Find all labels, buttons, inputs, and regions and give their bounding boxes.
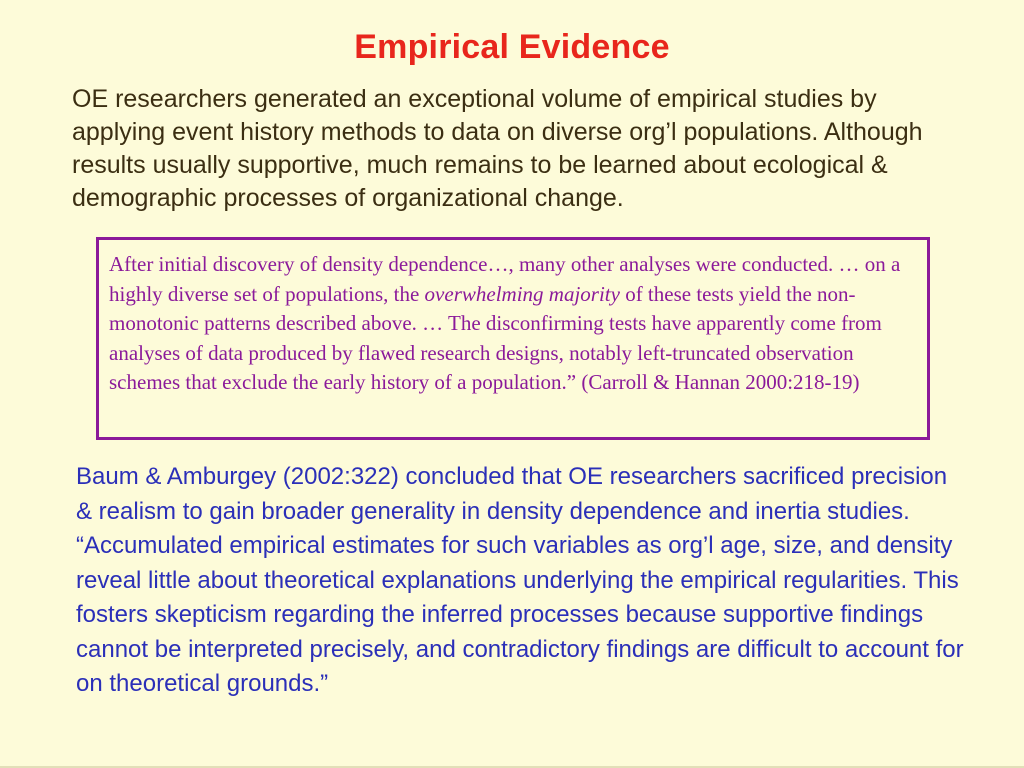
slide-title: Empirical Evidence [354, 28, 670, 66]
quote-text-after-italic: of these tests yield the non-monotonic patterns described above. … The disconfirming tests have apparently come from analyses of data produced by flawed research designs, notably left-truncated observation schemes that exclude the early history of a population.” (Carroll & Hannan 2000:218-19) [109, 281, 882, 394]
quote-italic-phrase: overwhelming majority [424, 281, 620, 306]
quote-box [96, 237, 930, 440]
closing-paragraph: Baum & Amburgey (2002:322) concluded that OE researchers sacrificed precision & realism to gain broader generality in density dependence and inertia studies. “Accumulated empirical estimates for such variables as org’l age, size, and density reveal little about theoretical explanations underlying the empirical regularities. This fosters skepticism regarding the inferred processes because supportive findings cannot be interpreted precisely, and contradictory findings are difficult to account for on theoretical grounds.” [76, 463, 964, 697]
intro-paragraph: OE researchers generated an exceptional volume of empirical studies by applying event history methods to data on diverse org’l populations. Although results usually supportive, much remains to be learned about ecological & demographic processes of organizational change. [72, 85, 923, 212]
quote-text-before-italic: After initial discovery of density dependence…, many other analyses were conducted. … on a highly diverse set of populations, the [109, 252, 901, 306]
quote-text [109, 250, 917, 398]
